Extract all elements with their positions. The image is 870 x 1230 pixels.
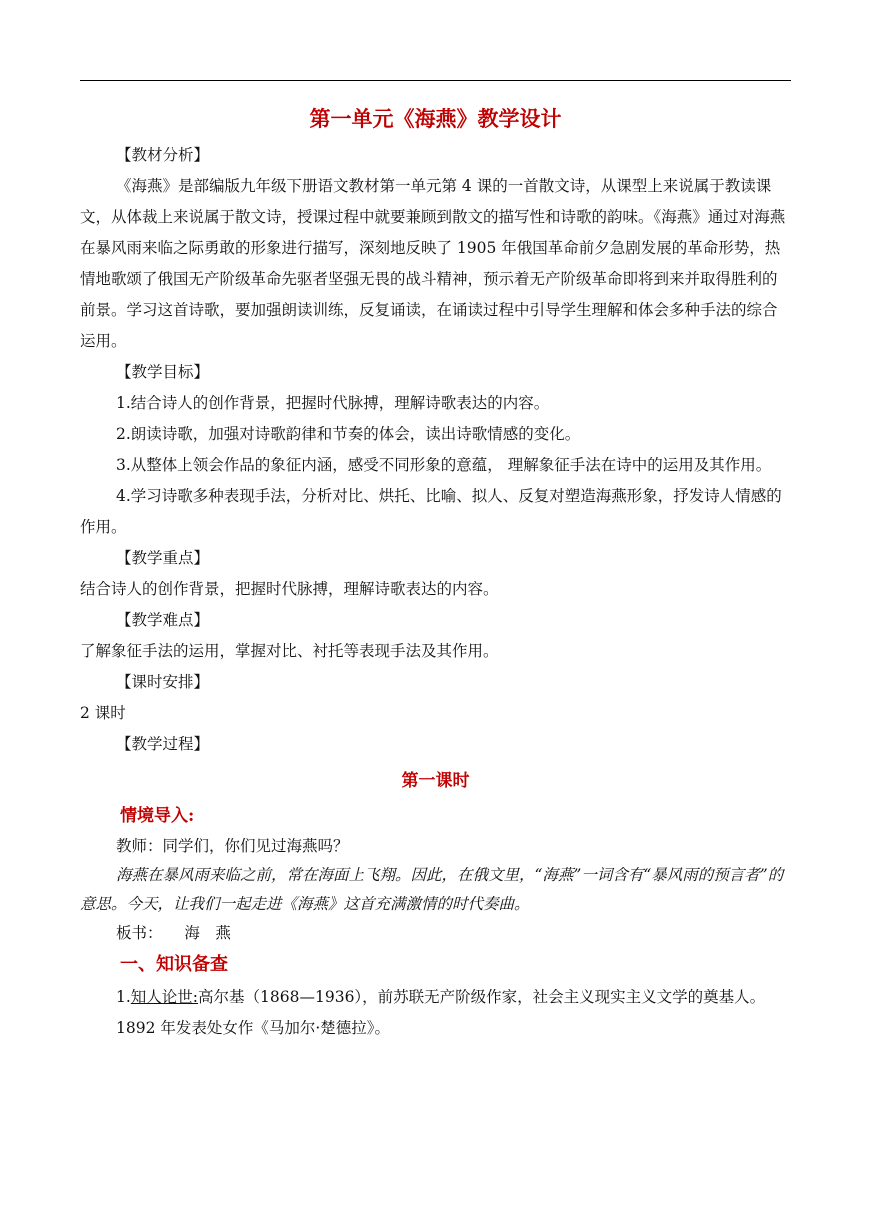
header-rule: [80, 80, 791, 81]
board-text: 海 燕: [184, 924, 231, 942]
knowledge-item-1: [80, 982, 791, 1013]
knowledge-item-2: 1892 年发表处女作《马加尔·楚德拉》。: [116, 1019, 391, 1037]
difficult-paragraph: 了解象征手法的运用，掌握对比、衬托等表现手法及其作用。: [80, 642, 499, 660]
process-heading: 【教学过程】: [116, 735, 210, 753]
board-line: [80, 919, 791, 948]
item-text: 高尔基（1868—1936），前苏联无产阶级作家，社会主义现实主义文学的奠基人。: [198, 988, 766, 1006]
goal-item: 4.学习诗歌多种表现手法，分析对比、烘托、比喻、拟人、反复对塑造海燕形象，抒发诗人情感的作用。: [80, 487, 782, 536]
analysis-heading: 【教材分析】: [116, 146, 210, 164]
analysis-paragraph: 《海燕》是部编版九年级下册语文教材第一单元第 4 课的一首散文诗，从课型上来说属于教读课文，从体裁上来说属于散文诗，授课过程中就要兼顾到散文的描写性和诗歌的韵味。《海燕》通过对海燕在暴风雨来临之际勇敢的形象进行描写，深刻地反映了 1905 年俄国革命前夕急剧发展的革命形势，热情地歌颂了俄国无产阶级革命先驱者坚强无畏的战斗精神，预示着无产阶级革命即将到来并取得胜利的前景。学习这首诗歌，要加强朗读训练，反复诵读，在诵读过程中引导学生理解和体会多种手法的综合运用。: [80, 177, 786, 350]
goal-item: 2.朗读诗歌，加强对诗歌韵律和节奏的体会，读出诗歌情感的变化。: [116, 425, 581, 443]
schedule-heading: 【课时安排】: [116, 673, 210, 691]
goal-item: 3.从整体上领会作品的象征内涵，感受不同形象的意蕴， 理解象征手法在诗中的运用及其作用。: [116, 456, 772, 474]
difficult-heading: 【教学难点】: [116, 611, 210, 629]
goals-heading: 【教学目标】: [116, 363, 210, 381]
teacher-line: 教师：同学们，你们见过海燕吗？: [116, 837, 349, 855]
board-label: 板书：: [116, 924, 163, 942]
intro-heading: 情境导入:: [120, 806, 195, 826]
page-title: 第一单元《海燕》教学设计: [309, 106, 562, 131]
key-paragraph: 结合诗人的创作背景，把握时代脉搏，理解诗歌表达的内容。: [80, 580, 499, 598]
intro-paragraph: 海燕在暴风雨来临之前，常在海面上飞翔。因此，在俄文里，“海燕”一词含有“暴风雨的预言者”的意思。今天，让我们一起走进《海燕》这首充满激情的时代奏曲。: [80, 866, 784, 913]
document-body: [80, 104, 791, 1044]
item-label: 知人论世:: [130, 988, 199, 1006]
item-number: 1.: [116, 988, 131, 1006]
knowledge-heading: 一、知识备查: [120, 954, 228, 975]
lesson-heading: 第一课时: [401, 771, 470, 791]
key-heading: 【教学重点】: [116, 549, 210, 567]
schedule-text: 2 课时: [80, 704, 126, 722]
goal-item: 1.结合诗人的创作背景，把握时代脉搏，理解诗歌表达的内容。: [116, 394, 550, 412]
